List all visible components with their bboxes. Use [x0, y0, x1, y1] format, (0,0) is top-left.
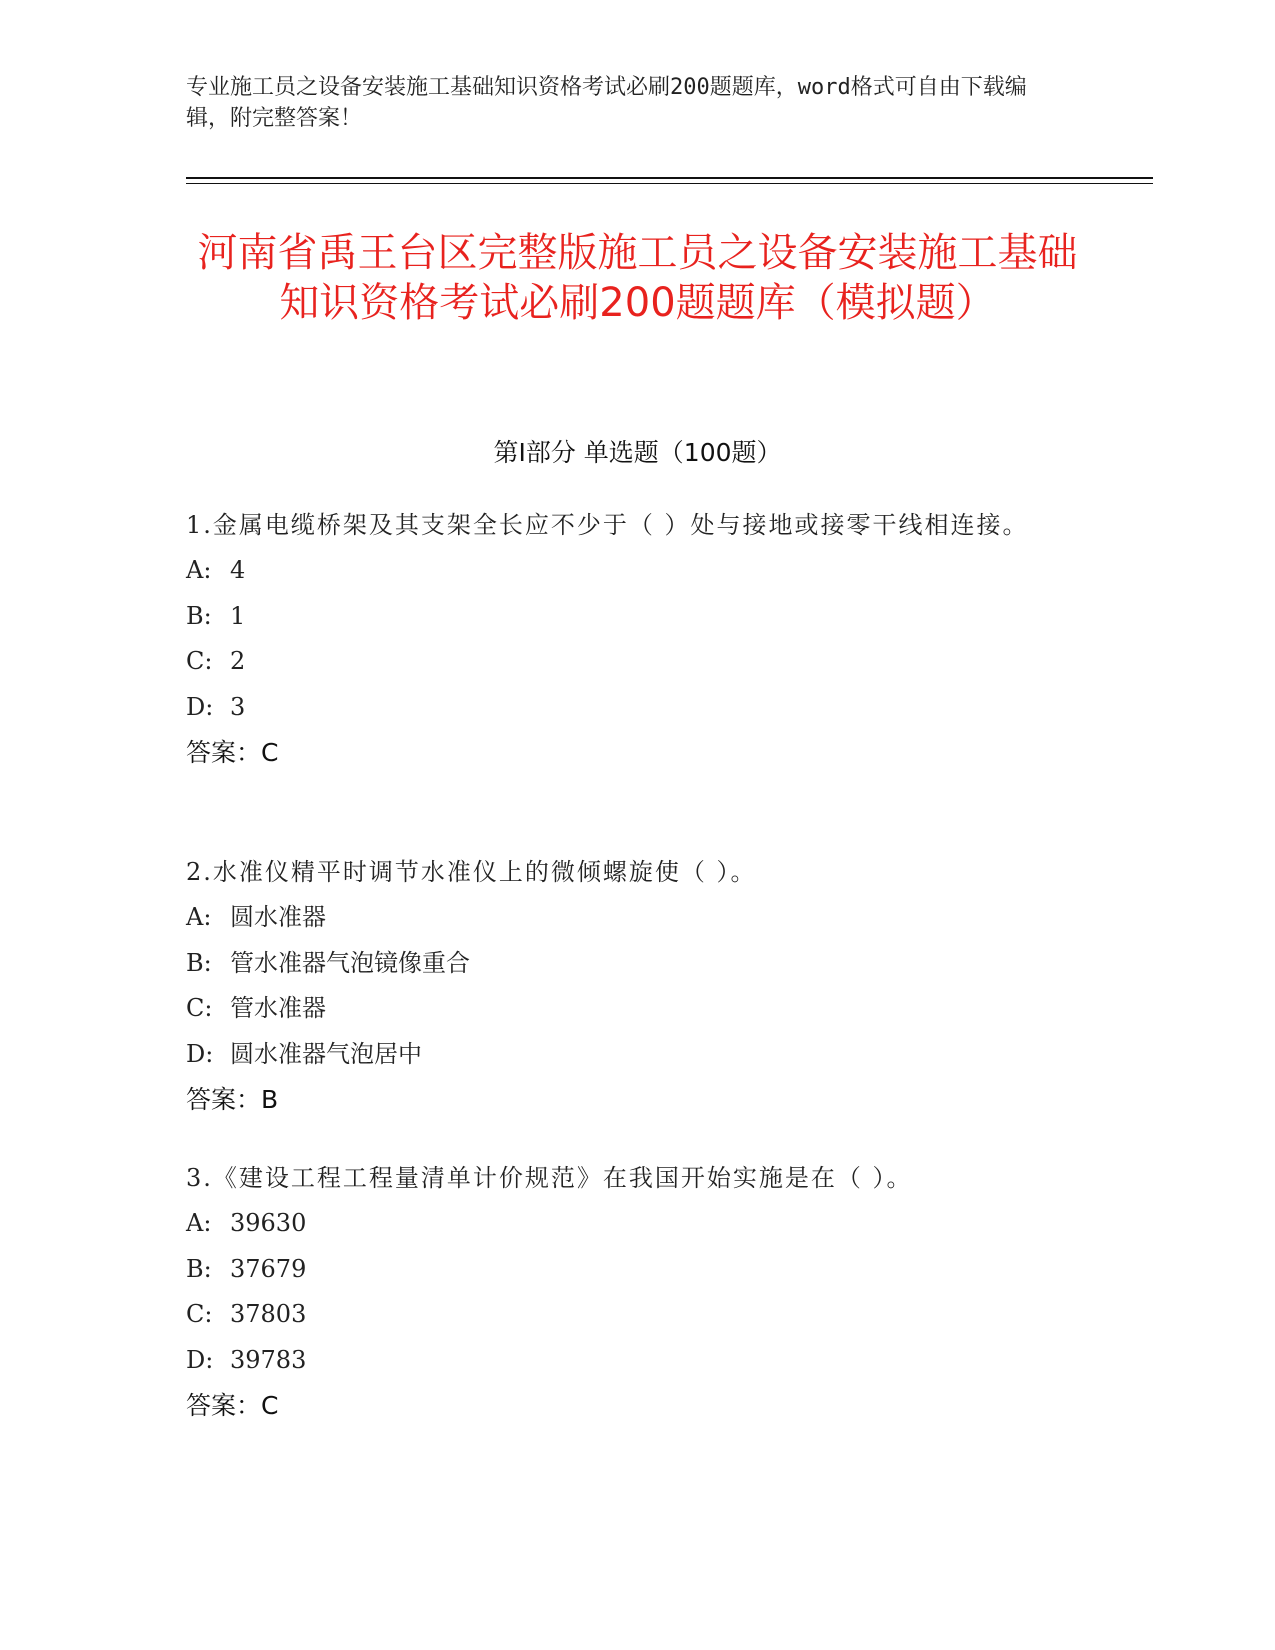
option-value: 37679	[230, 1254, 307, 1283]
option-c	[186, 1292, 1086, 1338]
option-letter: A:	[186, 1209, 212, 1237]
question-1	[186, 503, 1086, 775]
option-b	[186, 1247, 1086, 1293]
option-value: 圆水准器气泡居中	[230, 1039, 422, 1068]
option-value: 39783	[230, 1345, 307, 1374]
header-note: 专业施工员之设备安装施工基础知识资格考试必刷200题题库，word格式可自由下载编辑，附完整答案！	[186, 75, 1027, 131]
option-d	[186, 1338, 1086, 1384]
option-letter: D:	[186, 1039, 214, 1068]
option-letter: B:	[186, 601, 212, 630]
option-d	[186, 1032, 1086, 1078]
option-value: 2	[230, 647, 246, 675]
option-b	[186, 941, 1086, 987]
header-divider-thin	[186, 183, 1153, 184]
answer-line: 答案：C	[186, 738, 279, 767]
header-divider-thick	[186, 177, 1153, 179]
option-value: 37803	[230, 1300, 307, 1328]
option-letter: A:	[186, 556, 212, 584]
question-text: 3.《建设工程工程量清单计价规范》在我国开始实施是在（ ）。	[186, 1164, 913, 1192]
option-value: 3	[230, 692, 246, 721]
answer-line: 答案：B	[186, 1085, 279, 1114]
question-2	[186, 850, 1086, 1122]
section-heading: 第I部分 单选题（100题）	[493, 438, 782, 467]
option-b	[186, 594, 1086, 640]
option-letter: B:	[186, 1254, 212, 1283]
answer-line: 答案：C	[186, 1391, 279, 1420]
option-c	[186, 639, 1086, 685]
question-text: 2.水准仪精平时调节水准仪上的微倾螺旋使（ ）。	[186, 858, 757, 886]
question-text: 1.金属电缆桥架及其支架全长应不少于（ ）处与接地或接零干线相连接。	[186, 511, 1029, 539]
option-letter: C:	[186, 994, 213, 1022]
option-a	[186, 895, 1086, 941]
option-value: 管水准器	[230, 994, 326, 1022]
option-a	[186, 548, 1086, 594]
option-value: 39630	[230, 1209, 307, 1237]
option-value: 管水准器气泡镜像重合	[230, 948, 470, 977]
option-c	[186, 986, 1086, 1032]
question-3	[186, 1156, 1086, 1428]
option-letter: C:	[186, 647, 213, 675]
option-letter: C:	[186, 1300, 213, 1328]
option-value: 圆水准器	[230, 903, 326, 931]
option-value: 4	[230, 556, 246, 584]
option-letter: D:	[186, 692, 214, 721]
option-value: 1	[230, 601, 246, 630]
document-title: 河南省禹王台区完整版施工员之设备安装施工基础知识资格考试必刷200题题库（模拟题）	[197, 230, 1078, 326]
option-d	[186, 685, 1086, 731]
option-letter: B:	[186, 948, 212, 977]
option-a	[186, 1201, 1086, 1247]
option-letter: D:	[186, 1345, 214, 1374]
option-letter: A:	[186, 903, 212, 931]
